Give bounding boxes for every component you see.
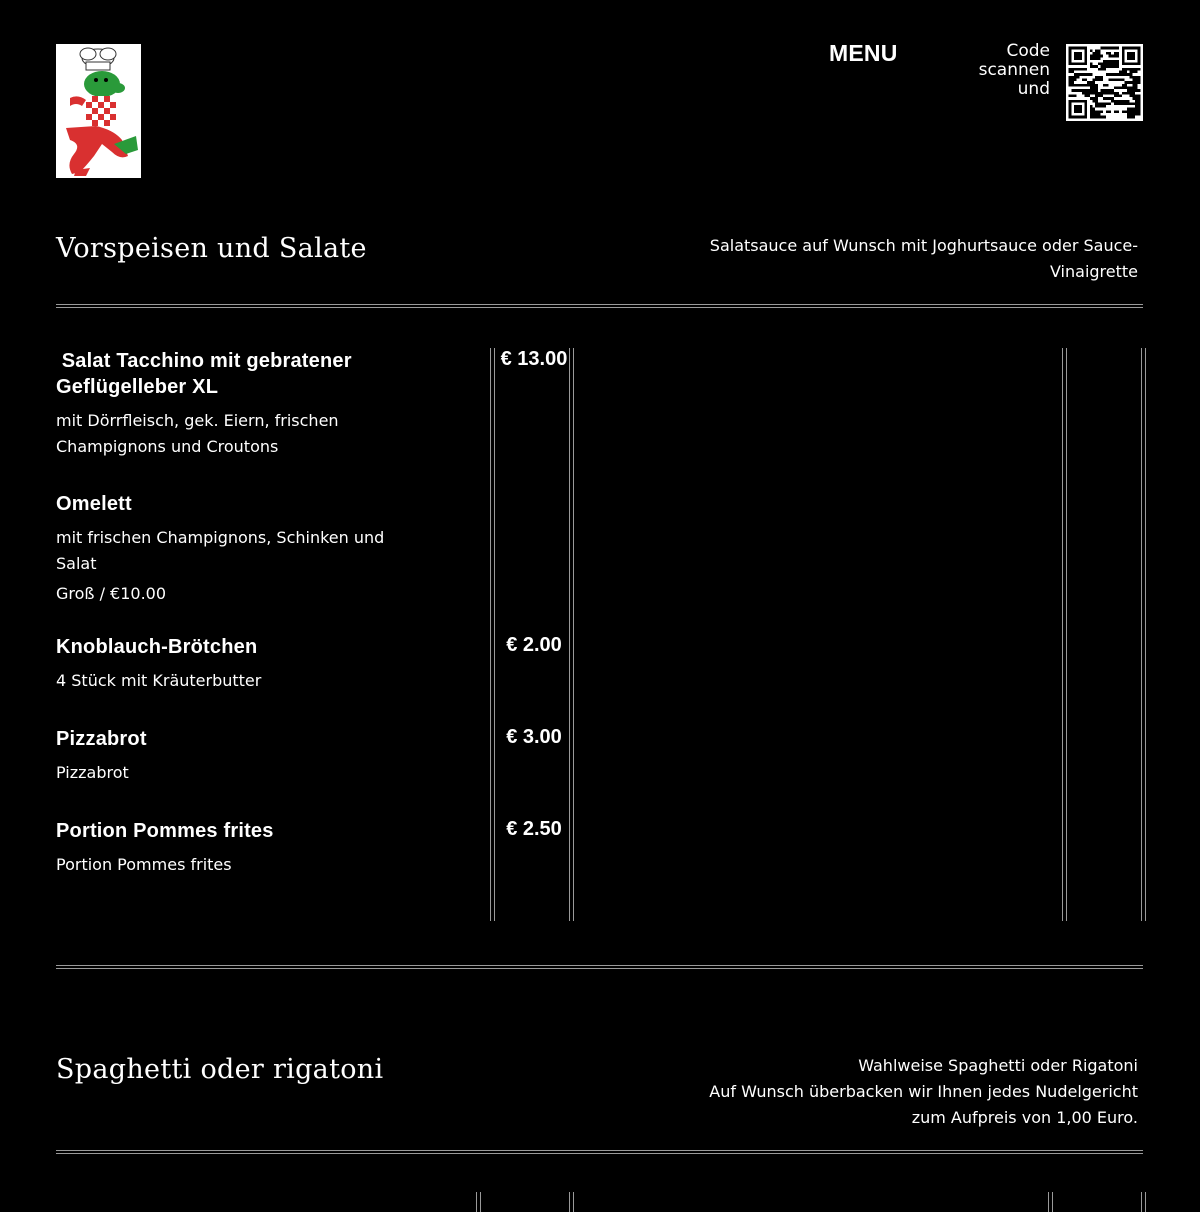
scan-text-line: scannen [978, 60, 1050, 80]
item-description: Portion Pommes frites [56, 855, 232, 874]
section-note-line: zum Aufpreis von 1,00 Euro. [911, 1108, 1138, 1127]
column-rule [476, 1192, 481, 1212]
item-name [56, 348, 456, 400]
item-description [56, 525, 456, 577]
scan-text-line: und [1017, 79, 1050, 99]
section-title-vorspeisen: Vorspeisen und Salate [56, 233, 367, 264]
menu-item [56, 726, 456, 786]
column-rule [1141, 348, 1146, 921]
column-rule [1048, 1192, 1053, 1212]
item-name-line: Geflügelleber XL [56, 376, 219, 398]
scan-text-line: Code [1006, 41, 1050, 61]
item-desc-line: mit Dörrfleisch, gek. Eiern, frischen [56, 411, 339, 430]
item-desc-line: Salat [56, 554, 97, 573]
menu-item [56, 348, 456, 460]
section-divider [56, 965, 1143, 969]
column-rule [569, 1192, 574, 1212]
menu-item [56, 491, 456, 607]
column-rule [1062, 348, 1067, 921]
item-desc-line: Champignons und Croutons [56, 437, 279, 456]
item-price: € 2.50 [506, 818, 562, 840]
menu-title: MENU [829, 40, 898, 66]
qr-code[interactable] [1066, 44, 1143, 121]
item-description [56, 408, 456, 460]
restaurant-logo [56, 44, 141, 178]
column-rule [490, 348, 495, 921]
item-price: € 3.00 [506, 726, 562, 748]
menu-item [56, 818, 456, 878]
item-price: € 13.00 [500, 348, 568, 370]
scan-code-text [950, 42, 1050, 99]
section-divider [56, 304, 1143, 308]
section-note-line: Salatsauce auf Wunsch mit Joghurtsauce oder Sauce- [709, 236, 1138, 255]
column-rule [1141, 1192, 1146, 1212]
item-description: Pizzabrot [56, 763, 129, 782]
item-name-line: Salat Tacchino mit gebratener [56, 350, 352, 372]
menu-item [56, 634, 456, 694]
section-divider [56, 1150, 1143, 1154]
item-desc-line: mit frischen Champignons, Schinken und [56, 528, 385, 547]
item-description: 4 Stück mit Kräuterbutter [56, 671, 262, 690]
section-title-spaghetti: Spaghetti oder rigatoni [56, 1054, 384, 1085]
section-note-line: Auf Wunsch überbacken wir Ihnen jedes Nudelgericht [709, 1082, 1138, 1101]
item-size-price: Groß / €10.00 [56, 584, 167, 603]
section-note-vorspeisen [618, 233, 1138, 285]
section-note-line: Wahlweise Spaghetti oder Rigatoni [858, 1056, 1138, 1075]
item-name: Pizzabrot [56, 728, 147, 750]
section-note-spaghetti [618, 1053, 1138, 1131]
item-name: Portion Pommes frites [56, 820, 274, 842]
item-price: € 2.00 [506, 634, 562, 656]
item-name: Omelett [56, 493, 132, 515]
section-note-line: Vinaigrette [1049, 262, 1138, 281]
item-name: Knoblauch-Brötchen [56, 636, 258, 658]
